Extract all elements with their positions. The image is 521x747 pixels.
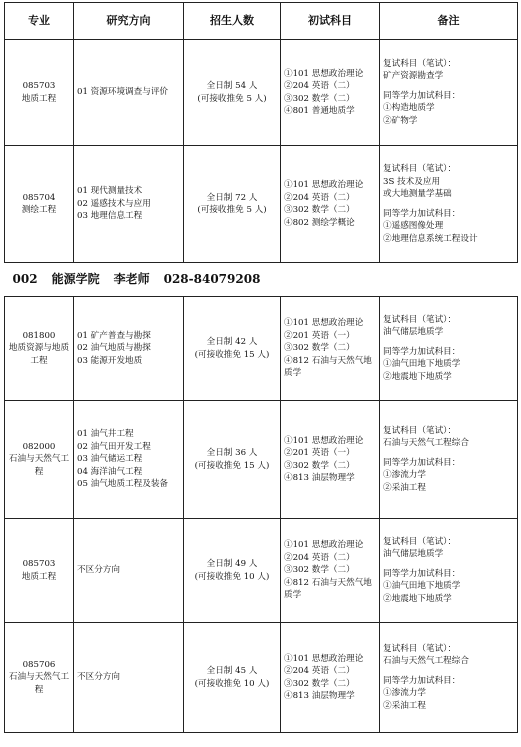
retest-subject: 石油与天然气工程综合 bbox=[383, 438, 469, 449]
exam-subject: ①101 思想政治理论 bbox=[284, 68, 364, 79]
extra-exam-subject: ①构造地质学 bbox=[383, 103, 435, 114]
enrollment-cell bbox=[184, 623, 281, 733]
major-cell bbox=[5, 297, 74, 401]
section-phone: 028-84079208 bbox=[163, 272, 261, 287]
major-code: 081800 bbox=[22, 330, 56, 341]
exam-subject: ①101 思想政治理论 bbox=[284, 435, 364, 446]
exam-subject: ③302 数学（二） bbox=[284, 565, 355, 576]
notes-cell bbox=[380, 519, 518, 623]
retest-title: 复试科目（笔试）： bbox=[383, 425, 457, 436]
direction-item: 03 油气储运工程 bbox=[77, 454, 143, 465]
retest-title: 复试科目（笔试）： bbox=[383, 164, 457, 174]
direction-cell bbox=[74, 401, 184, 519]
direction-item: 02 油气地质与勘探 bbox=[77, 343, 151, 354]
retest-subject: 矿产资源勘查学 bbox=[383, 71, 444, 82]
header-exam: 初试科目 bbox=[281, 3, 380, 40]
major-cell bbox=[5, 623, 74, 733]
retest-title: 复试科目（笔试）： bbox=[383, 314, 457, 325]
enroll-exempt: (可接收推免 10 人) bbox=[194, 571, 270, 582]
exam-subject: ③302 数学（二） bbox=[284, 205, 355, 215]
retest-subject: 油气储层地质学 bbox=[383, 549, 444, 560]
exam-subject: ③302 数学（二） bbox=[284, 93, 355, 104]
exam-cell bbox=[281, 401, 380, 519]
exam-subject: ④802 测绘学概论 bbox=[284, 217, 355, 228]
major-code: 085703 bbox=[22, 81, 56, 91]
exam-subject: ②204 英语（二） bbox=[284, 552, 355, 563]
table-row bbox=[5, 519, 518, 623]
table-body-bottom bbox=[5, 297, 518, 733]
table-body-top bbox=[5, 40, 518, 263]
section-code: 002 bbox=[12, 272, 38, 287]
direction-cell bbox=[74, 40, 184, 146]
exam-subject: ④813 油层物理学 bbox=[284, 691, 355, 701]
header-direction: 研究方向 bbox=[74, 3, 184, 40]
extra-exam-title: 同等学力加试科目： bbox=[383, 208, 461, 219]
direction-item: 03 地理信息工程 bbox=[77, 211, 143, 222]
extra-exam-subject: ①渗流力学 bbox=[383, 688, 426, 699]
header-major: 专业 bbox=[5, 3, 74, 40]
header-notes: 备注 bbox=[380, 3, 518, 40]
direction-cell bbox=[74, 297, 184, 401]
exam-subject: ①101 思想政治理论 bbox=[284, 318, 364, 329]
major-cell bbox=[5, 40, 74, 146]
extra-exam-subject: ②矿物学 bbox=[383, 115, 418, 126]
enrollment-cell bbox=[184, 146, 281, 263]
notes-cell bbox=[380, 297, 518, 401]
exam-subject: ②201 英语（一） bbox=[284, 330, 355, 341]
section-college: 能源学院 bbox=[51, 272, 100, 287]
direction-item: 02 遥感技术与应用 bbox=[77, 198, 151, 209]
direction-item: 不区分方向 bbox=[77, 565, 120, 576]
notes-cell bbox=[380, 401, 518, 519]
major-cell bbox=[5, 401, 74, 519]
direction-item: 03 能源开发地质 bbox=[77, 355, 143, 366]
direction-cell bbox=[74, 146, 184, 263]
major-code: 082000 bbox=[22, 441, 56, 452]
header-enrollment: 招生人数 bbox=[184, 3, 281, 40]
direction-item: 01 油气井工程 bbox=[77, 429, 134, 440]
exam-subject: ③302 数学（二） bbox=[284, 460, 355, 471]
direction-item: 01 现代测量技术 bbox=[77, 186, 143, 197]
table-row bbox=[5, 146, 518, 263]
major-name: 测绘工程 bbox=[21, 205, 57, 215]
exam-subject: ②201 英语（一） bbox=[284, 448, 355, 458]
notes-cell bbox=[380, 146, 518, 263]
extra-exam-subject: ②采油工程 bbox=[383, 482, 426, 493]
extra-exam-subject: ①油气田地下地质学 bbox=[383, 581, 461, 592]
extra-exam-subject: ②采油工程 bbox=[383, 700, 426, 711]
exam-cell bbox=[281, 623, 380, 733]
direction-item: 01 资源环境调查与评价 bbox=[77, 87, 169, 98]
enrollment-cell bbox=[184, 401, 281, 519]
notes-cell bbox=[380, 40, 518, 146]
extra-exam-subject: ①渗流力学 bbox=[383, 470, 426, 481]
retest-title: 复试科目（笔试）： bbox=[383, 58, 457, 69]
exam-subject: ①101 思想政治理论 bbox=[284, 653, 364, 664]
direction-cell bbox=[74, 519, 184, 623]
direction-cell bbox=[74, 623, 184, 733]
section-row bbox=[5, 263, 518, 297]
note-gap bbox=[383, 83, 514, 90]
enroll-exempt: (可接收推免 15 人) bbox=[194, 460, 270, 471]
extra-exam-title: 同等学力加试科目： bbox=[383, 568, 461, 579]
major-code: 085703 bbox=[22, 559, 56, 569]
note-gap bbox=[383, 339, 514, 346]
major-code: 085706 bbox=[22, 659, 56, 670]
exam-subject: ④801 普通地质学 bbox=[284, 106, 355, 116]
major-cell bbox=[5, 146, 74, 263]
extra-exam-title: 同等学力加试科目： bbox=[383, 675, 461, 686]
major-name: 地质工程 bbox=[21, 93, 57, 104]
enroll-plan: 全日制 42 人 bbox=[206, 337, 258, 347]
direction-item: 05 油气地质工程及装备 bbox=[77, 479, 169, 490]
table-row bbox=[5, 40, 518, 146]
exam-subject: ①101 思想政治理论 bbox=[284, 180, 364, 190]
extra-exam-subject: ②地震地下地质学 bbox=[383, 593, 452, 604]
retest-title: 复试科目（笔试）： bbox=[383, 643, 457, 654]
extra-exam-subject: ②地理信息系统工程设计 bbox=[383, 233, 478, 244]
note-gap bbox=[383, 201, 514, 208]
note-gap bbox=[383, 668, 514, 675]
retest-subject: 油气储层地质学 bbox=[383, 327, 444, 338]
enroll-plan: 全日制 36 人 bbox=[206, 448, 258, 458]
exam-subject: ③302 数学（二） bbox=[284, 678, 355, 689]
enroll-exempt: (可接收推免 10 人) bbox=[194, 678, 270, 689]
section-contact: 李老师 bbox=[113, 272, 150, 287]
enrollment-cell bbox=[184, 40, 281, 146]
exam-subject: ②204 英语（二） bbox=[284, 192, 355, 203]
exam-cell bbox=[281, 519, 380, 623]
major-name: 石油与天然气工程 bbox=[8, 672, 70, 695]
enroll-exempt: (可接收推免 5 人) bbox=[197, 93, 267, 104]
extra-exam-subject: ①油气田地下地质学 bbox=[383, 359, 461, 370]
notes-cell bbox=[380, 623, 518, 733]
table-row bbox=[5, 623, 518, 733]
direction-item: 01 矿产普查与勘探 bbox=[77, 330, 151, 341]
enroll-exempt: (可接收推免 15 人) bbox=[194, 349, 270, 360]
exam-subject: ①101 思想政治理论 bbox=[284, 540, 364, 551]
extra-exam-subject: ①遥感图像处理 bbox=[383, 221, 444, 231]
extra-exam-subject: ②地震地下地质学 bbox=[383, 371, 452, 382]
table-row bbox=[5, 401, 518, 519]
direction-item: 02 油气田开发工程 bbox=[77, 441, 151, 452]
major-name: 地质资源与地质工程 bbox=[8, 343, 70, 366]
direction-item: 04 海洋油气工程 bbox=[77, 466, 143, 477]
enrollment-cell bbox=[184, 519, 281, 623]
exam-cell bbox=[281, 146, 380, 263]
note-gap bbox=[383, 450, 514, 457]
extra-exam-title: 同等学力加试科目： bbox=[383, 457, 461, 468]
retest-subject: 石油与天然气工程综合 bbox=[383, 656, 469, 667]
exam-subject: ②204 英语（二） bbox=[284, 666, 355, 676]
admissions-table bbox=[4, 2, 518, 733]
table-row bbox=[5, 297, 518, 401]
enroll-plan: 全日制 72 人 bbox=[206, 192, 258, 203]
enroll-plan: 全日制 54 人 bbox=[206, 81, 258, 91]
retest-subject: 3S 技术及应用 bbox=[383, 176, 441, 187]
major-name: 石油与天然气工程 bbox=[8, 454, 70, 477]
section-heading bbox=[5, 263, 518, 297]
major-cell bbox=[5, 519, 74, 623]
exam-subject: ④812 石油与天然气地质学 bbox=[284, 577, 372, 601]
major-code: 085704 bbox=[22, 192, 56, 203]
note-gap bbox=[383, 561, 514, 568]
exam-subject: ③302 数学（二） bbox=[284, 343, 355, 354]
major-name: 地质工程 bbox=[21, 571, 57, 582]
retest-subject: 或大地测量学基础 bbox=[383, 189, 452, 199]
exam-subject: ④813 油层物理学 bbox=[284, 473, 355, 483]
enroll-plan: 全日制 49 人 bbox=[206, 559, 258, 569]
exam-subject: ④812 石油与天然气地质学 bbox=[284, 355, 372, 379]
retest-title: 复试科目（笔试）： bbox=[383, 536, 457, 547]
exam-subject: ②204 英语（二） bbox=[284, 81, 355, 91]
extra-exam-title: 同等学力加试科目： bbox=[383, 90, 461, 101]
exam-cell bbox=[281, 297, 380, 401]
table-header-row bbox=[5, 3, 518, 40]
exam-cell bbox=[281, 40, 380, 146]
enroll-exempt: (可接收推免 5 人) bbox=[197, 205, 267, 215]
direction-item: 不区分方向 bbox=[77, 672, 120, 683]
enroll-plan: 全日制 45 人 bbox=[206, 666, 258, 676]
extra-exam-title: 同等学力加试科目： bbox=[383, 346, 461, 357]
enrollment-cell bbox=[184, 297, 281, 401]
